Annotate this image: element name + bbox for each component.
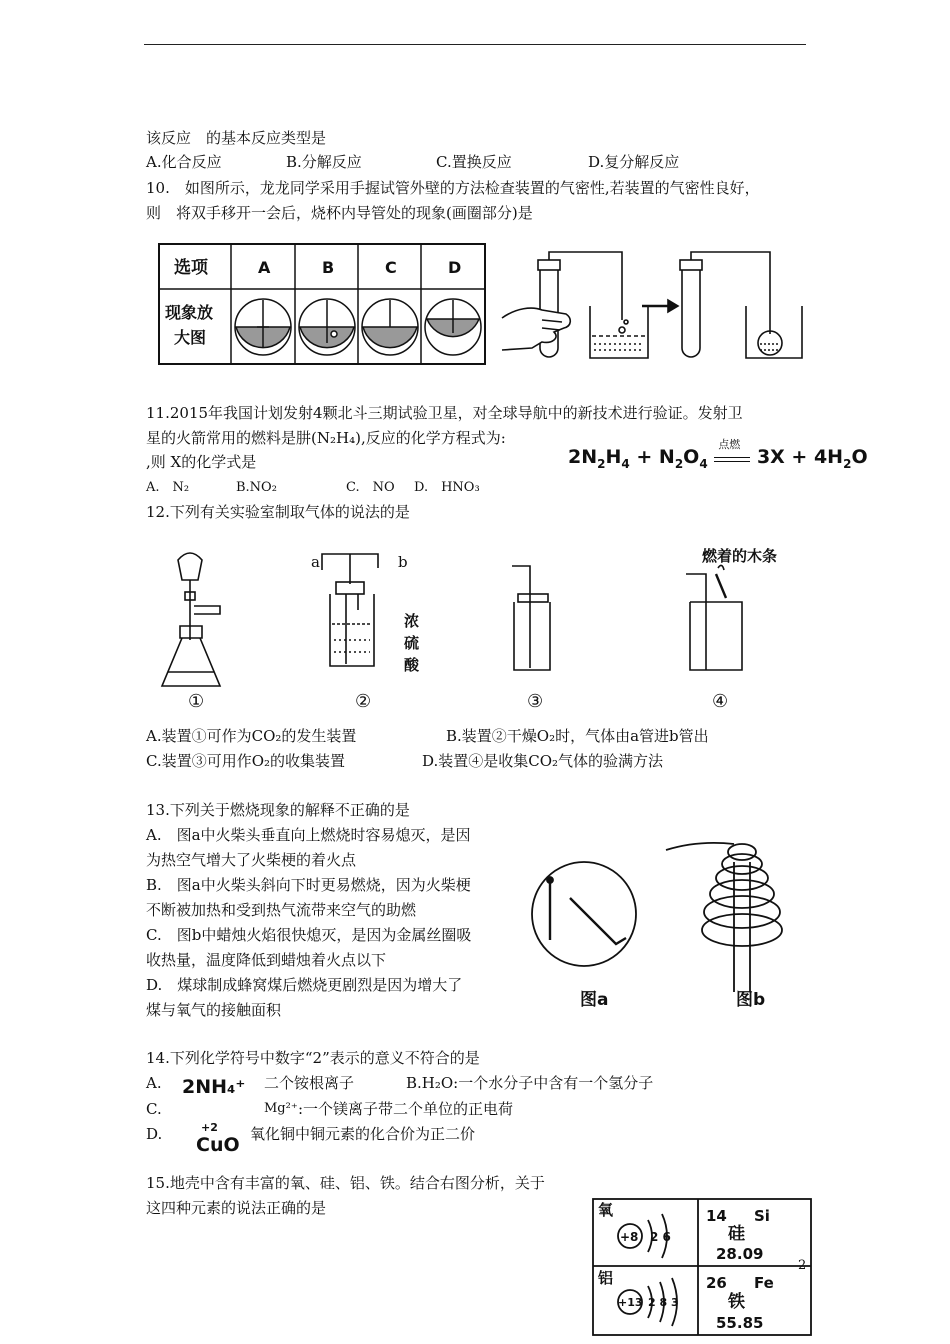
- device2-label-b: b: [398, 553, 408, 571]
- q12-option-b: B.装置②干燥O₂时，气体由a管进b管出: [446, 727, 709, 745]
- table-col-d: D: [448, 258, 462, 277]
- acid-label-2: 硫: [404, 634, 420, 652]
- device2-label-a: a: [311, 553, 320, 571]
- q13-line-4: 不断被加热和受到热气流带来空气的助燃: [146, 901, 417, 919]
- q14-stem: 14.下列化学符号中数字“2”表示的意义不符合的是: [146, 1049, 480, 1067]
- fig-a-label: 图a: [580, 990, 609, 1010]
- q12-option-c: C.装置③可用作O₂的收集装置: [146, 752, 346, 770]
- table-col-c: C: [385, 258, 397, 277]
- q12-devices-figure: [150, 540, 800, 720]
- q12-option-d: D.装置④是收集CO₂气体的验满方法: [422, 752, 664, 770]
- page-number: 2: [798, 1258, 807, 1273]
- table-col-a: A: [258, 258, 271, 277]
- device-num-4: ④: [712, 691, 729, 712]
- q13-line-1: A. 图a中火柴头垂直向上燃烧时容易熄灭，是因: [146, 826, 471, 844]
- q14-a-prefix: A.: [146, 1074, 162, 1092]
- oxygen-shells: 2 6: [650, 1230, 671, 1244]
- acid-label-3: 酸: [404, 656, 420, 674]
- si-symbol: Si: [754, 1207, 770, 1225]
- oxygen-name: 氧: [598, 1201, 614, 1219]
- q11-line3: ,则 X的化学式是: [146, 453, 257, 471]
- table-row-label-1: 现象放: [165, 303, 214, 322]
- si-number: 14: [706, 1207, 727, 1225]
- q12-option-a: A.装置①可作为CO₂的发生装置: [146, 727, 357, 745]
- fe-number: 26: [706, 1274, 727, 1292]
- q13-line-7: D. 煤球制成蜂窝煤后燃烧更剧烈是因为增大了: [146, 976, 463, 994]
- table-row-label-2: 大图: [174, 328, 207, 347]
- q14-a-symbol: 2NH₄⁺: [182, 1076, 246, 1098]
- q14-d-text: 氧化铜中铜元素的化合价为正二价: [250, 1125, 476, 1143]
- q11-option-d: D. HNO₃: [414, 480, 480, 495]
- q14-d-prefix: D.: [146, 1125, 163, 1143]
- q9-option-c: C.置换反应: [436, 153, 512, 171]
- q14-b-text: B.H₂O:一个水分子中含有一个氢分子: [406, 1074, 654, 1092]
- option-d-circle: [425, 299, 481, 355]
- aluminium-name: 铝: [598, 1269, 614, 1287]
- q14-d-valence: +2: [201, 1121, 218, 1134]
- q10-line2: 则 将双手移开一会后，烧杯内导管处的现象(画圈部分)是: [146, 204, 533, 222]
- q13-line-3: B. 图a中火柴头斜向下时更易燃烧，因为火柴梗: [146, 876, 471, 894]
- q11-line1: 11.2015年我国计划发射4颗北斗三期试验卫星，对全球导航中的新技术进行验证。发射卫: [146, 404, 743, 422]
- q11-option-a: A. N₂: [146, 480, 190, 495]
- q13-line-5: C. 图b中蜡烛火焰很快熄灭，是因为金属丝圈吸: [146, 926, 472, 944]
- q15-line1: 15.地壳中含有丰富的氧、硅、铝、铁。结合右图分析，关于: [146, 1174, 545, 1192]
- fig-b-label: 图b: [736, 990, 766, 1010]
- eq-right: 3X + 4H: [756, 446, 844, 468]
- si-mass: 28.09: [716, 1245, 764, 1263]
- q14-c-prefix: C.: [146, 1100, 162, 1118]
- aluminium-nucleus: +13: [618, 1296, 643, 1309]
- device-num-1: ①: [188, 691, 205, 712]
- si-name: 硅: [728, 1224, 745, 1244]
- q9-option-d: D.复分解反应: [588, 153, 680, 171]
- q13-figure: [528, 832, 808, 992]
- table-header-label: 选项: [174, 258, 208, 278]
- q9-stem: 该反应 的基本反应类型是: [146, 129, 327, 147]
- q11-line2: 星的火箭常用的燃料是肼(N₂H₄),反应的化学方程式为:: [146, 429, 506, 447]
- option-a-circle: [235, 299, 291, 355]
- q14-c-symbol: Mg²⁺: [264, 1101, 298, 1116]
- eq-left: 2N: [568, 446, 598, 468]
- q12-stem: 12.下列有关实验室制取气体的说法的是: [146, 503, 410, 521]
- q13-line-2: 为热空气增大了火柴梗的着火点: [146, 851, 357, 869]
- option-c-circle: [362, 299, 418, 355]
- q13-stem: 13.下列关于燃烧现象的解释不正确的是: [146, 801, 410, 819]
- aluminium-shells: 2 8 3: [648, 1296, 679, 1309]
- acid-label-1: 浓: [404, 612, 420, 630]
- q13-line-8: 煤与氧气的接触面积: [146, 1001, 282, 1019]
- q15-line2: 这四种元素的说法正确的是: [146, 1199, 327, 1217]
- fe-name: 铁: [728, 1292, 745, 1312]
- burning-stick-label: 燃着的木条: [702, 547, 778, 565]
- q9-option-b: B.分解反应: [286, 153, 362, 171]
- q15-element-table: [592, 1198, 814, 1338]
- q11-equation: $2N_2H_4 + N_2O_4$ 点燃 $3X + 4H_2O$: [568, 437, 868, 471]
- fe-symbol: Fe: [754, 1274, 774, 1292]
- table-col-b: B: [322, 258, 335, 277]
- q11-option-c: C. NO: [346, 480, 395, 495]
- q14-c-text: :一个镁离子带二个单位的正电荷: [298, 1100, 514, 1118]
- device-num-3: ③: [527, 691, 544, 712]
- option-b-circle: [299, 299, 355, 355]
- fe-mass: 55.85: [716, 1314, 764, 1332]
- q13-line-6: 收热量，温度降低到蜡烛着火点以下: [146, 951, 387, 969]
- q14-a-text: 二个铵根离子: [264, 1074, 355, 1092]
- q9-option-a: A.化合反应: [146, 153, 222, 171]
- eq-condition: 点燃: [718, 437, 741, 451]
- header-rule: [144, 44, 806, 45]
- device-num-2: ②: [355, 691, 372, 712]
- q10-line1: 10. 如图所示，龙龙同学采用手握试管外壁的方法检查装置的气密性,若装置的气密性良好，: [146, 179, 760, 197]
- q14-d-symbol: CuO: [196, 1134, 240, 1156]
- q11-option-b: B.NO₂: [236, 480, 277, 495]
- oxygen-nucleus: +8: [620, 1230, 639, 1244]
- q10-apparatus-figure: [502, 248, 812, 368]
